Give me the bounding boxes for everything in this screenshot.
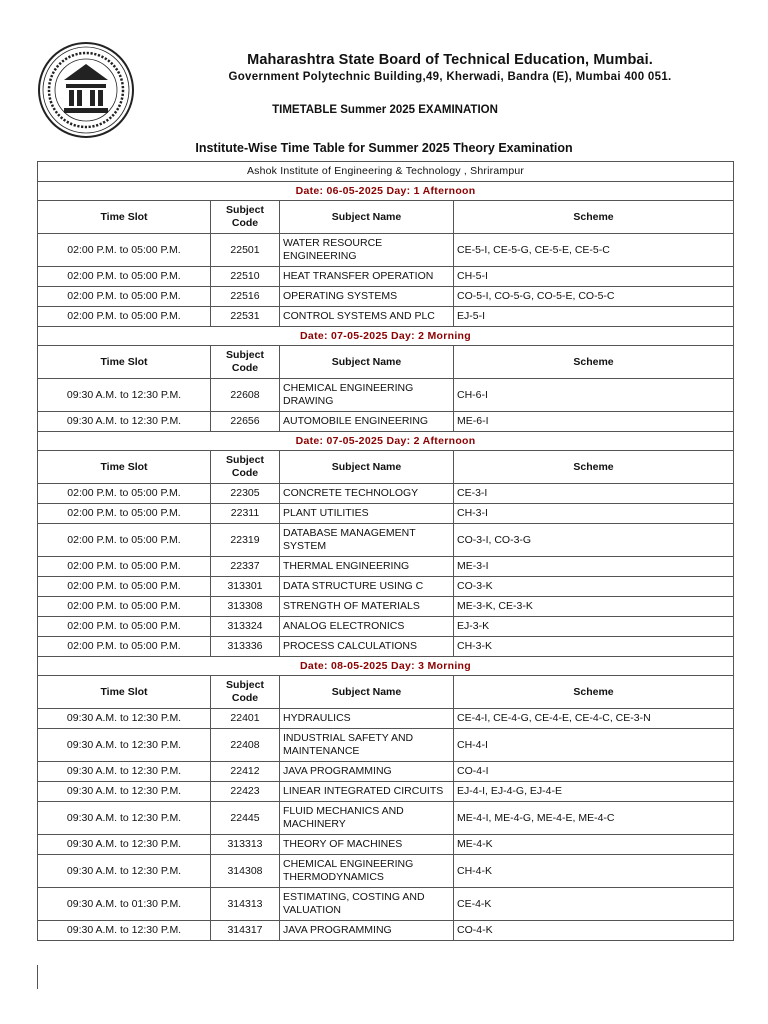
- table-row: [38, 835, 734, 855]
- session-date-label: Date: 08-05-2025 Day: 3 Morning: [38, 657, 734, 676]
- scheme-cell: CO-3-K: [454, 577, 734, 597]
- subject-code-cell: 314317: [211, 921, 280, 941]
- time-slot-cell: 09:30 A.M. to 12:30 P.M.: [38, 835, 211, 855]
- subject-code-cell: 22305: [211, 484, 280, 504]
- subject-name-header: Subject Name: [280, 346, 454, 379]
- scheme-cell: EJ-5-I: [454, 307, 734, 327]
- timetable: [37, 161, 733, 941]
- time-slot-cell: 02:00 P.M. to 05:00 P.M.: [38, 504, 211, 524]
- subject-code-cell: 22516: [211, 287, 280, 307]
- scheme-cell: CH-5-I: [454, 267, 734, 287]
- time-slot-cell: 02:00 P.M. to 05:00 P.M.: [38, 484, 211, 504]
- subject-name-header: Subject Name: [280, 201, 454, 234]
- scheme-cell: CH-6-I: [454, 379, 734, 412]
- subject-code-cell: 314313: [211, 888, 280, 921]
- scheme-header: Scheme: [454, 451, 734, 484]
- table-row: [38, 617, 734, 637]
- scheme-cell: ME-3-K, CE-3-K: [454, 597, 734, 617]
- table-row: [38, 504, 734, 524]
- subject-name-cell: HYDRAULICS: [280, 709, 454, 729]
- subject-name-cell: CONCRETE TECHNOLOGY: [280, 484, 454, 504]
- subject-name-cell: CHEMICAL ENGINEERING THERMODYNAMICS: [280, 855, 454, 888]
- time-slot-cell: 02:00 P.M. to 05:00 P.M.: [38, 617, 211, 637]
- table-row: [38, 921, 734, 941]
- subject-name-cell: ESTIMATING, COSTING AND VALUATION: [280, 888, 454, 921]
- table-row: [38, 307, 734, 327]
- subject-code-cell: 313301: [211, 577, 280, 597]
- subject-code-cell: 22408: [211, 729, 280, 762]
- subject-code-cell: 22423: [211, 782, 280, 802]
- subject-name-cell: AUTOMOBILE ENGINEERING: [280, 412, 454, 432]
- time-slot-header: Time Slot: [38, 676, 211, 709]
- subject-code-cell: 313313: [211, 835, 280, 855]
- column-header-row: [38, 201, 734, 234]
- session-date-label: Date: 07-05-2025 Day: 2 Afternoon: [38, 432, 734, 451]
- subject-code-cell: 313308: [211, 597, 280, 617]
- time-slot-cell: 09:30 A.M. to 12:30 P.M.: [38, 855, 211, 888]
- subject-name-header: Subject Name: [280, 451, 454, 484]
- table-row: [38, 597, 734, 617]
- table-border-tail: [37, 965, 38, 989]
- subject-name-cell: INDUSTRIAL SAFETY AND MAINTENANCE: [280, 729, 454, 762]
- subject-code-cell: 22608: [211, 379, 280, 412]
- scheme-cell: CE-5-I, CE-5-G, CE-5-E, CE-5-C: [454, 234, 734, 267]
- subject-name-cell: THEORY OF MACHINES: [280, 835, 454, 855]
- scheme-cell: ME-4-I, ME-4-G, ME-4-E, ME-4-C: [454, 802, 734, 835]
- time-slot-cell: 09:30 A.M. to 12:30 P.M.: [38, 762, 211, 782]
- msbte-seal-icon: [36, 40, 136, 140]
- table-row: [38, 484, 734, 504]
- time-slot-cell: 09:30 A.M. to 12:30 P.M.: [38, 379, 211, 412]
- table-row: [38, 412, 734, 432]
- time-slot-cell: 02:00 P.M. to 05:00 P.M.: [38, 267, 211, 287]
- time-slot-header: Time Slot: [38, 451, 211, 484]
- scheme-cell: CO-5-I, CO-5-G, CO-5-E, CO-5-C: [454, 287, 734, 307]
- subject-code-cell: 22311: [211, 504, 280, 524]
- scheme-header: Scheme: [454, 676, 734, 709]
- table-row: [38, 524, 734, 557]
- subject-code-cell: 314308: [211, 855, 280, 888]
- exam-title: TIMETABLE Summer 2025 EXAMINATION: [272, 104, 498, 116]
- subject-code-cell: 313324: [211, 617, 280, 637]
- scheme-header: Scheme: [454, 346, 734, 379]
- subject-code-cell: 22510: [211, 267, 280, 287]
- table-row: [38, 637, 734, 657]
- time-slot-cell: 02:00 P.M. to 05:00 P.M.: [38, 524, 211, 557]
- session-date-label: Date: 06-05-2025 Day: 1 Afternoon: [38, 182, 734, 201]
- subject-name-cell: ANALOG ELECTRONICS: [280, 617, 454, 637]
- scheme-header: Scheme: [454, 201, 734, 234]
- scheme-cell: CE-4-I, CE-4-G, CE-4-E, CE-4-C, CE-3-N: [454, 709, 734, 729]
- time-slot-header: Time Slot: [38, 346, 211, 379]
- time-slot-cell: 02:00 P.M. to 05:00 P.M.: [38, 307, 211, 327]
- time-slot-cell: 09:30 A.M. to 12:30 P.M.: [38, 412, 211, 432]
- subject-code-header: Subject Code: [211, 676, 280, 709]
- table-row: [38, 762, 734, 782]
- subject-name-cell: CONTROL SYSTEMS AND PLC: [280, 307, 454, 327]
- scheme-cell: EJ-4-I, EJ-4-G, EJ-4-E: [454, 782, 734, 802]
- table-row: [38, 267, 734, 287]
- subject-name-cell: JAVA PROGRAMMING: [280, 921, 454, 941]
- subject-name-cell: DATABASE MANAGEMENT SYSTEM: [280, 524, 454, 557]
- org-title: Maharashtra State Board of Technical Education, Mumbai.: [247, 52, 653, 68]
- institute-row: [38, 162, 734, 182]
- table-row: [38, 709, 734, 729]
- session-date-row: [38, 182, 734, 201]
- subject-code-cell: 22412: [211, 762, 280, 782]
- time-slot-cell: 09:30 A.M. to 12:30 P.M.: [38, 729, 211, 762]
- subject-name-cell: OPERATING SYSTEMS: [280, 287, 454, 307]
- subject-code-header: Subject Code: [211, 201, 280, 234]
- table-row: [38, 855, 734, 888]
- subject-name-cell: DATA STRUCTURE USING C: [280, 577, 454, 597]
- scheme-cell: CO-3-I, CO-3-G: [454, 524, 734, 557]
- timetable-table: [37, 161, 734, 941]
- sheet-title: Institute-Wise Time Table for Summer 2025 Theory Examination: [195, 141, 573, 155]
- institute-name: Ashok Institute of Engineering & Technology , Shrirampur: [38, 162, 734, 182]
- table-row: [38, 782, 734, 802]
- column-header-row: [38, 346, 734, 379]
- time-slot-cell: 09:30 A.M. to 12:30 P.M.: [38, 782, 211, 802]
- time-slot-cell: 09:30 A.M. to 12:30 P.M.: [38, 709, 211, 729]
- table-row: [38, 234, 734, 267]
- subject-name-cell: WATER RESOURCE ENGINEERING: [280, 234, 454, 267]
- table-row: [38, 379, 734, 412]
- column-header-row: [38, 676, 734, 709]
- time-slot-cell: 02:00 P.M. to 05:00 P.M.: [38, 637, 211, 657]
- scheme-cell: EJ-3-K: [454, 617, 734, 637]
- time-slot-header: Time Slot: [38, 201, 211, 234]
- scheme-cell: CO-4-I: [454, 762, 734, 782]
- subject-name-cell: FLUID MECHANICS AND MACHINERY: [280, 802, 454, 835]
- scheme-cell: ME-4-K: [454, 835, 734, 855]
- subject-code-cell: 22319: [211, 524, 280, 557]
- subject-code-cell: 22337: [211, 557, 280, 577]
- subject-name-cell: STRENGTH OF MATERIALS: [280, 597, 454, 617]
- subject-name-cell: JAVA PROGRAMMING: [280, 762, 454, 782]
- time-slot-cell: 09:30 A.M. to 12:30 P.M.: [38, 802, 211, 835]
- time-slot-cell: 09:30 A.M. to 01:30 P.M.: [38, 888, 211, 921]
- session-date-label: Date: 07-05-2025 Day: 2 Morning: [38, 327, 734, 346]
- scheme-cell: CH-4-K: [454, 855, 734, 888]
- subject-code-cell: 22656: [211, 412, 280, 432]
- time-slot-cell: 02:00 P.M. to 05:00 P.M.: [38, 557, 211, 577]
- scheme-cell: CH-3-K: [454, 637, 734, 657]
- time-slot-cell: 02:00 P.M. to 05:00 P.M.: [38, 287, 211, 307]
- table-row: [38, 557, 734, 577]
- subject-name-cell: CHEMICAL ENGINEERING DRAWING: [280, 379, 454, 412]
- table-row: [38, 287, 734, 307]
- scheme-cell: CO-4-K: [454, 921, 734, 941]
- column-header-row: [38, 451, 734, 484]
- session-date-row: [38, 432, 734, 451]
- table-row: [38, 802, 734, 835]
- org-address: Government Polytechnic Building,49, Kherwadi, Bandra (E), Mumbai 400 051.: [228, 71, 672, 83]
- session-date-row: [38, 657, 734, 676]
- subject-name-cell: PLANT UTILITIES: [280, 504, 454, 524]
- subject-name-cell: THERMAL ENGINEERING: [280, 557, 454, 577]
- subject-name-cell: LINEAR INTEGRATED CIRCUITS: [280, 782, 454, 802]
- subject-code-cell: 313336: [211, 637, 280, 657]
- subject-code-cell: 22401: [211, 709, 280, 729]
- scheme-cell: ME-6-I: [454, 412, 734, 432]
- subject-name-header: Subject Name: [280, 676, 454, 709]
- time-slot-cell: 02:00 P.M. to 05:00 P.M.: [38, 234, 211, 267]
- subject-code-header: Subject Code: [211, 346, 280, 379]
- subject-code-cell: 22501: [211, 234, 280, 267]
- scheme-cell: CE-4-K: [454, 888, 734, 921]
- table-row: [38, 577, 734, 597]
- subject-code-header: Subject Code: [211, 451, 280, 484]
- scheme-cell: CE-3-I: [454, 484, 734, 504]
- time-slot-cell: 02:00 P.M. to 05:00 P.M.: [38, 597, 211, 617]
- subject-code-cell: 22445: [211, 802, 280, 835]
- time-slot-cell: 09:30 A.M. to 12:30 P.M.: [38, 921, 211, 941]
- subject-name-cell: HEAT TRANSFER OPERATION: [280, 267, 454, 287]
- time-slot-cell: 02:00 P.M. to 05:00 P.M.: [38, 577, 211, 597]
- subject-name-cell: PROCESS CALCULATIONS: [280, 637, 454, 657]
- subject-code-cell: 22531: [211, 307, 280, 327]
- table-row: [38, 888, 734, 921]
- session-date-row: [38, 327, 734, 346]
- document-header: [0, 0, 768, 140]
- scheme-cell: ME-3-I: [454, 557, 734, 577]
- scheme-cell: CH-4-I: [454, 729, 734, 762]
- table-row: [38, 729, 734, 762]
- scheme-cell: CH-3-I: [454, 504, 734, 524]
